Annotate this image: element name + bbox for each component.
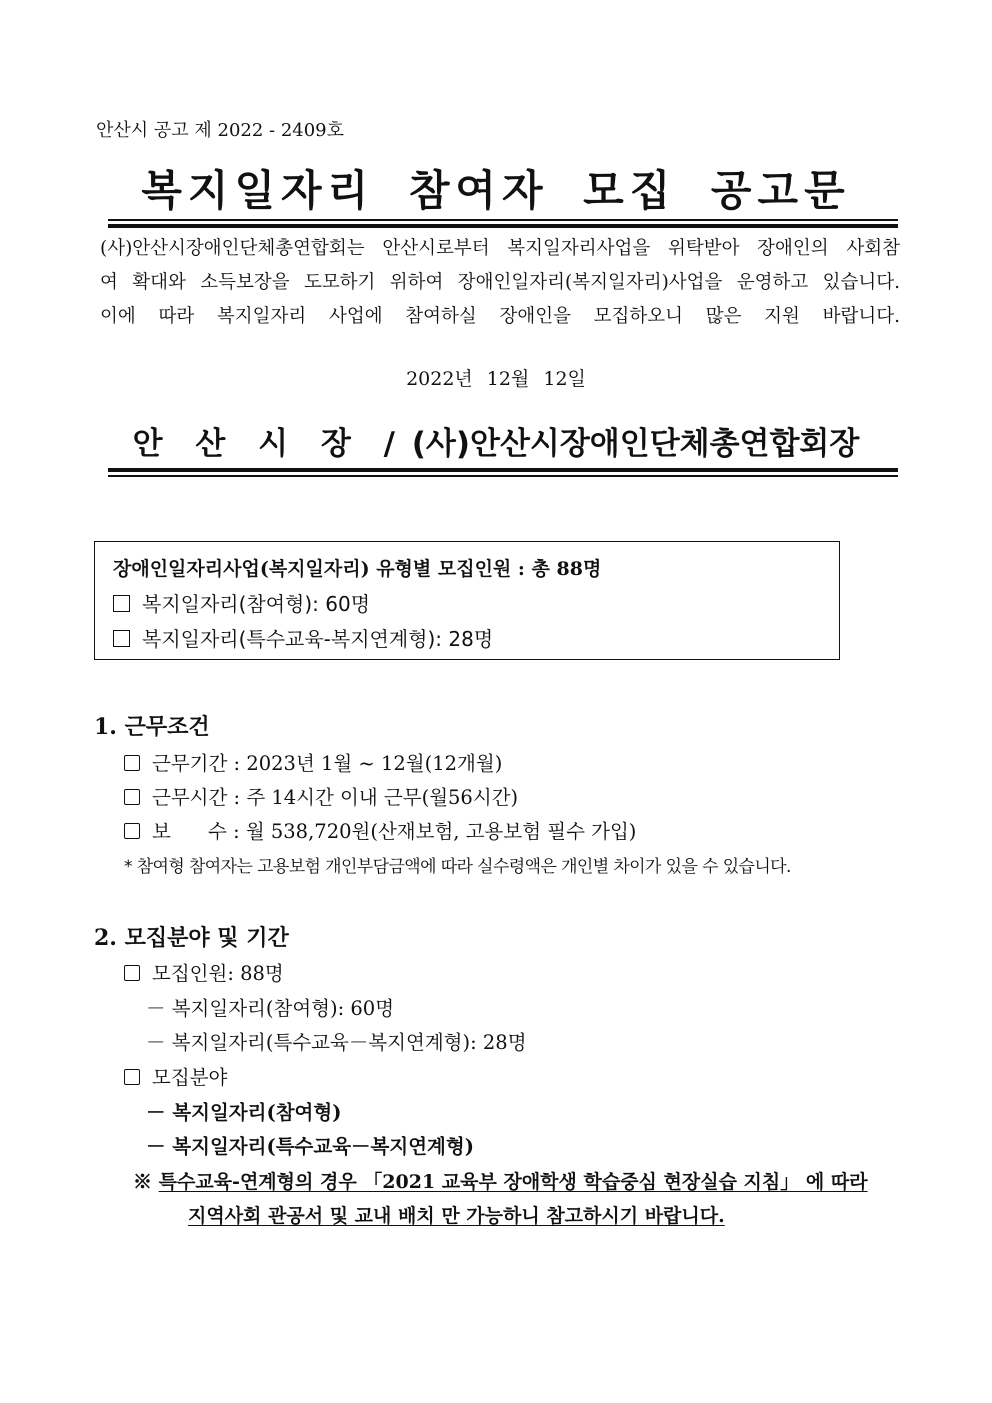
title-rule-thin [108, 219, 898, 221]
warning-line [133, 1167, 868, 1194]
title-rule-thick [108, 224, 898, 228]
summary-item-label: 복지일자리(특수교육-복지연계형): 28명 [142, 627, 494, 651]
checkbox-icon [124, 823, 140, 839]
checkbox-icon [113, 595, 130, 612]
intro-line: 이에 따라 복지일자리 사업에 참여하실 장애인을 모집하오니 많은 지원 바랍니다. [100, 306, 900, 327]
recruit-subitem: － 복지일자리(특수교육－복지연계형): 28명 [146, 1031, 527, 1054]
intro-paragraph [100, 232, 900, 334]
checkbox-icon [124, 789, 140, 805]
checkbox-icon [124, 965, 140, 981]
warning-mark: ※ [133, 1171, 153, 1193]
section1-heading: 1. 근무조건 [94, 714, 210, 740]
intro-line: (사)안산시장애인단체총연합회는 안산시로부터 복지일자리사업을 위탁받아 장애인의 사회참 [100, 238, 900, 259]
section2-heading: 2. 모집분야 및 기간 [94, 925, 289, 951]
issuer-rule-thin [108, 475, 898, 477]
summary-heading: 장애인일자리사업(복지일자리) 유형별 모집인원 : 총 88명 [113, 558, 602, 580]
checkbox-icon [124, 755, 140, 771]
warning-text: 지역사회 관공서 및 교내 배치 만 가능하니 참고하시기 바랍니다. [188, 1205, 725, 1227]
warning-text: 특수교육-연계형의 경우 「2021 교육부 장애학생 학습중심 현장실습 지침」 에 따라 [158, 1171, 868, 1193]
recruit-count-label: 모집인원: 88명 [152, 962, 284, 985]
intro-line: 여 확대와 소득보장을 도모하기 위하여 장애인일자리(복지일자리)사업을 운영하고 있습니다. [100, 272, 900, 293]
checkbox-icon [124, 1069, 140, 1085]
field-subitem: － 복지일자리(참여형) [146, 1101, 342, 1124]
checkbox-icon [113, 630, 130, 647]
condition-label: 근무시간 : 주 14시간 이내 근무(월56시간) [152, 786, 519, 809]
recruit-count-item [124, 958, 284, 986]
recruitment-summary-box [94, 541, 840, 660]
summary-item [113, 623, 493, 652]
recruit-field-label: 모집분야 [152, 1066, 228, 1089]
issuer [0, 418, 992, 463]
condition-item [124, 816, 636, 844]
recruit-field-item [124, 1062, 227, 1090]
summary-item [113, 588, 370, 617]
notice-number: 안산시 공고 제 2022 - 2409호 [96, 120, 345, 141]
condition-item [124, 748, 502, 776]
notice-date: 2022년 12월 12일 [406, 368, 586, 390]
condition-item [124, 782, 518, 810]
issuer-rule-thick [108, 468, 898, 472]
warning-line [188, 1201, 725, 1228]
summary-item-label: 복지일자리(참여형): 60명 [142, 592, 371, 616]
condition-label: 근무기간 : 2023년 1월 ~ 12월(12개월) [152, 752, 503, 775]
field-subitem: － 복지일자리(특수교육－복지연계형) [146, 1135, 474, 1158]
issuer-association: (사)안산시장애인단체총연합회장 [411, 426, 860, 462]
page-title: 복지일자리 참여자 모집 공고문 [141, 166, 851, 215]
condition-label: 보 수 : 월 538,720원(산재보험, 고용보험 필수 가입) [152, 820, 637, 843]
recruit-subitem: － 복지일자리(참여형): 60명 [146, 997, 395, 1020]
issuer-mayor: 안 산 시 장 / [132, 426, 401, 462]
condition-note: * 참여형 참여자는 고용보험 개인부담금액에 따라 실수령액은 개인별 차이가 있을 수 있습니다. [124, 857, 791, 877]
